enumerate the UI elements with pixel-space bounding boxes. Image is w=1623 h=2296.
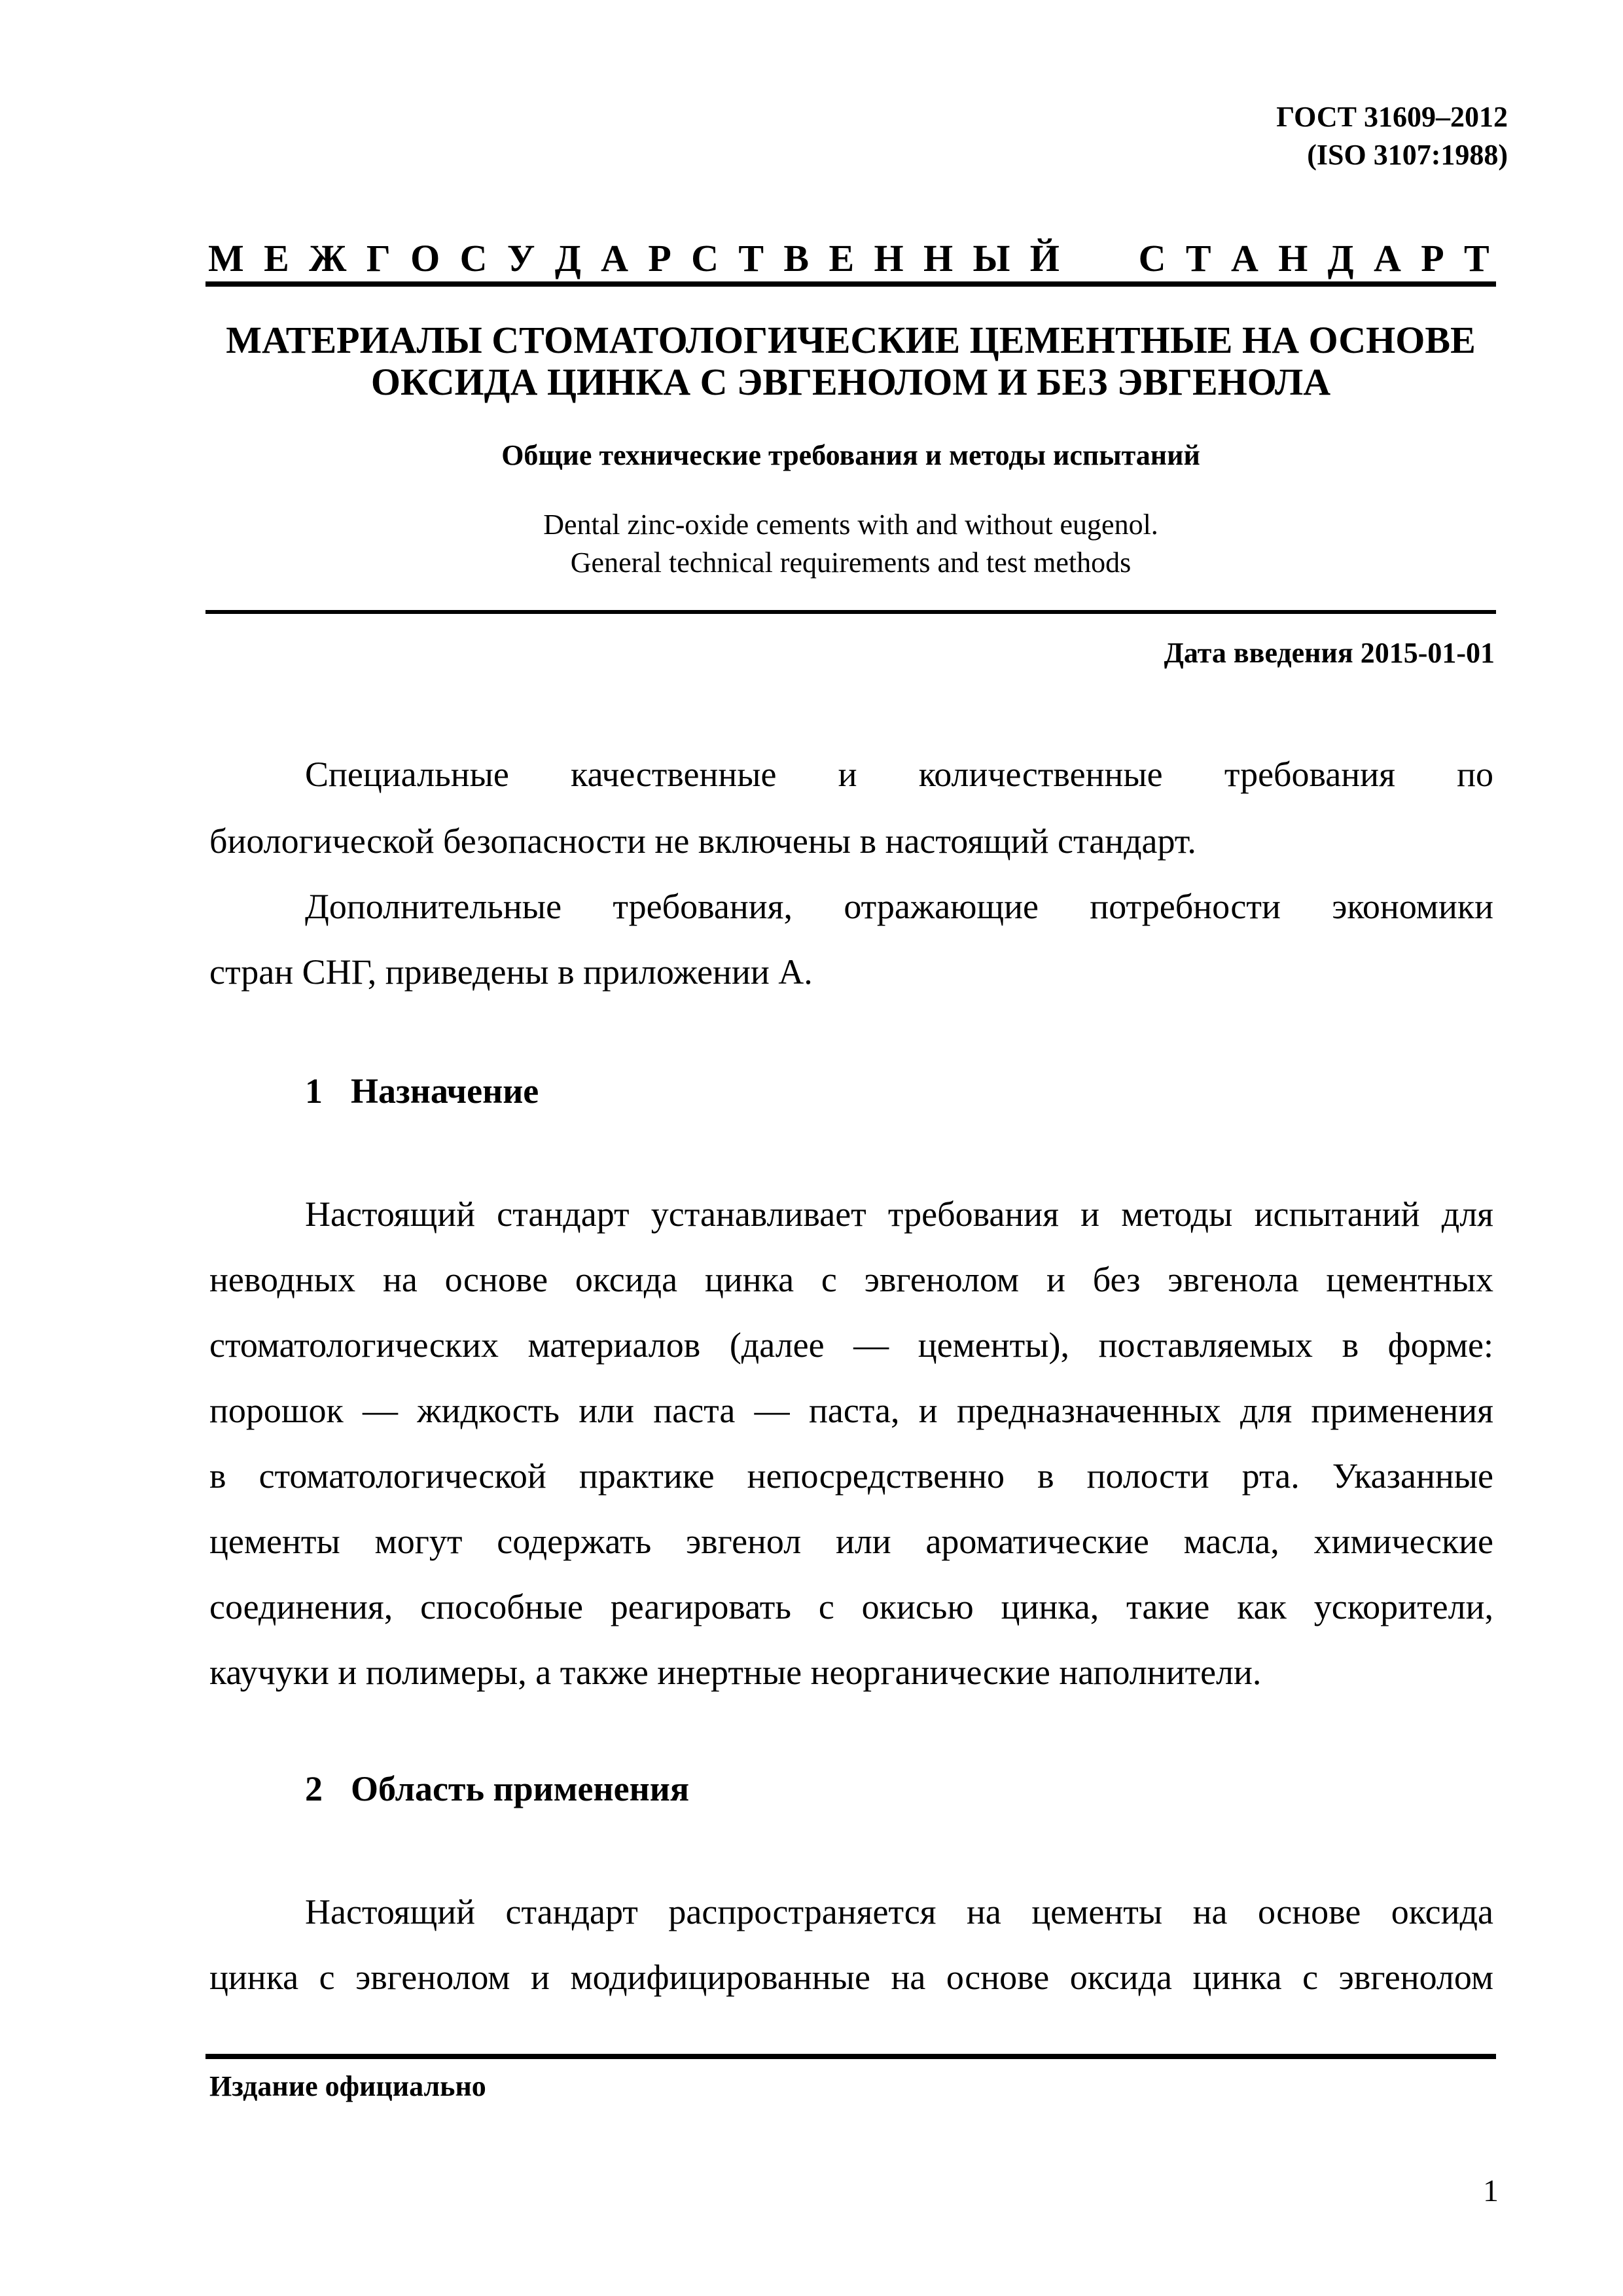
section-1-line: цементы могут содержать эвгенол или ароматические масла, химические: [209, 1522, 1493, 1561]
gost-number: ГОСТ 31609–2012: [1276, 101, 1508, 133]
iso-reference: (ISO 3107:1988): [1307, 139, 1508, 171]
section-1-line: соединения, способные реагировать с окисью цинка, такие как ускорители,: [209, 1587, 1493, 1626]
letter: Ы: [972, 237, 1010, 279]
section-title: Назначение: [351, 1071, 539, 1111]
intro-paragraph-1-line-1: Специальные качественные и количественные требования по: [305, 755, 1493, 794]
section-1-line: Настоящий стандарт устанавливает требования и методы испытаний для: [305, 1194, 1493, 1234]
intro-paragraph-2-line-1: Дополнительные требования, отражающие потребности экономики: [305, 887, 1493, 926]
section-1-line: стоматологических материалов (далее — цементы), поставляемых в форме:: [209, 1325, 1493, 1365]
section-2-line: Настоящий стандарт распространяется на цементы на основе оксида: [305, 1892, 1493, 1931]
letter: А: [601, 237, 628, 279]
letter: А: [1373, 237, 1401, 279]
letter: Т: [1185, 237, 1211, 279]
introduction-date: Дата введения 2015-01-01: [1164, 637, 1495, 669]
letter: Р: [1421, 237, 1444, 279]
letter: Е: [829, 237, 855, 279]
letter: С: [1138, 237, 1166, 279]
official-edition-label: Издание официально: [209, 2070, 486, 2102]
letter: Й: [1029, 237, 1060, 279]
letter: Е: [264, 237, 289, 279]
section-1-line: неводных на основе оксида цинка с эвгенолом и без эвгенола цементных: [209, 1260, 1493, 1299]
letter: С: [691, 237, 719, 279]
top-divider: [205, 281, 1496, 287]
letter: С: [459, 237, 488, 279]
subtitle-english-line-1: Dental zinc-oxide cements with and without eugenol.: [543, 509, 1158, 541]
section-1-heading: [305, 1068, 539, 1114]
letter: У: [507, 237, 535, 279]
intro-paragraph-2-line-2: стран СНГ, приведены в приложении А.: [209, 952, 813, 992]
footer-divider: [205, 2054, 1496, 2059]
section-1-line: каучуки и полимеры, а также инертные неорганические наполнители.: [209, 1653, 1262, 1692]
interstate-standard-heading: [208, 236, 1489, 281]
title-divider: [205, 610, 1496, 614]
section-number: 2: [305, 1769, 323, 1808]
section-1-line: порошок — жидкость или паста — паста, и предназначенных для применения: [209, 1391, 1493, 1430]
document-title-line-2: ОКСИДА ЦИНКА С ЭВГЕНОЛОМ И БЕЗ ЭВГЕНОЛА: [370, 361, 1331, 403]
letter: Н: [874, 237, 904, 279]
letter: Г: [366, 237, 391, 279]
letter: Р: [648, 237, 671, 279]
intro-paragraph-1-line-2: биологической безопасности не включены в настоящий стандарт.: [209, 821, 1196, 861]
subtitle-english-line-2: General technical requirements and test methods: [570, 547, 1132, 579]
section-2-heading: [305, 1766, 689, 1812]
letter: Ж: [309, 237, 347, 279]
section-2-line: цинка с эвгенолом и модифицированные на основе оксида цинка с эвгенолом: [209, 1958, 1493, 1997]
subtitle-russian: Общие технические требования и методы испытаний: [501, 439, 1200, 471]
letter: Д: [554, 237, 581, 279]
section-title: Область применения: [351, 1769, 690, 1808]
page-number: 1: [1483, 2174, 1499, 2208]
section-1-line: в стоматологической практике непосредственно в полости рта. Указанные: [209, 1456, 1493, 1496]
letter: А: [1230, 237, 1258, 279]
letter: Т: [1463, 237, 1489, 279]
letter: Д: [1327, 237, 1354, 279]
document-title-line-1: МАТЕРИАЛЫ СТОМАТОЛОГИЧЕСКИЕ ЦЕМЕНТНЫЕ НА ОСНОВЕ: [226, 319, 1476, 361]
word-gap: [1079, 236, 1118, 281]
letter: Т: [738, 237, 764, 279]
letter: В: [783, 237, 810, 279]
section-number: 1: [305, 1071, 323, 1111]
letter: Н: [1278, 237, 1308, 279]
letter: Н: [923, 237, 954, 279]
letter: О: [410, 237, 440, 279]
letter: М: [208, 237, 244, 279]
